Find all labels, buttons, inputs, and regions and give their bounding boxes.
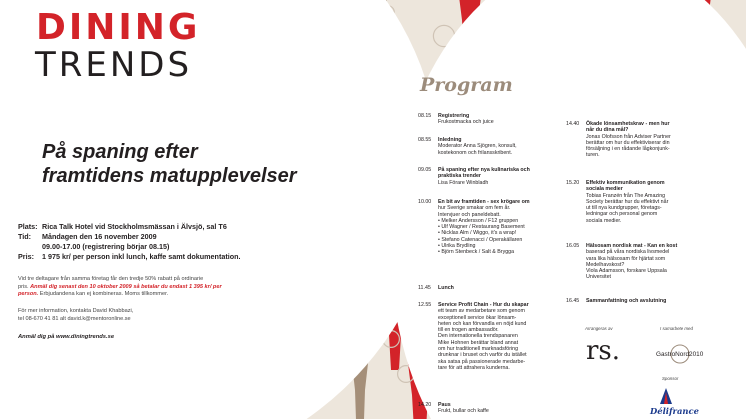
program-item <box>566 180 716 224</box>
partner-label: I samarbete med <box>660 326 693 331</box>
program-time: 16.45 <box>566 298 580 304</box>
program-line: ut till nya kundgrupper, företags- <box>586 205 662 212</box>
program-line: når du dina mål? <box>586 127 629 134</box>
program-time: 12.55 <box>418 302 432 308</box>
program-item <box>566 243 716 281</box>
program-line: Ökade lönsamhetskrav - men hur <box>586 121 670 127</box>
delifrance-logo: Délifrance <box>650 384 710 418</box>
program-line: • Stefano Catenacci / Operakällaren <box>438 236 523 243</box>
program-line: Universitet <box>586 274 612 281</box>
program-time: 08.55 <box>418 137 432 143</box>
program-line: sociala medier <box>586 186 623 193</box>
program-time: 09.05 <box>418 167 432 173</box>
program-line: sociala medier. <box>586 217 622 224</box>
program-line: Intervjuer och paneldebatt. <box>438 211 501 218</box>
program-line: Viola Adamsson, forskare Uppsala <box>586 268 667 275</box>
program-line: ett team av medarbetare som genom <box>438 308 525 315</box>
program-line: ledningar och personal genom <box>586 211 658 218</box>
program-line: • Ulrika Brydling <box>438 243 476 250</box>
program-line: Moderator Anna Sjögren, konsult, <box>438 143 517 150</box>
program-description <box>438 302 568 371</box>
program-time: 08.15 <box>418 113 432 119</box>
program-time: 11.45 <box>418 285 431 291</box>
program-description <box>438 402 568 415</box>
program-description <box>438 199 568 256</box>
program-line: till en trogen ambassadör. <box>438 327 499 334</box>
program-item <box>418 302 568 371</box>
program-line: berättar om hur du effektiviserar din <box>586 139 670 146</box>
program-line: heten och kan förvandla en nöjd kund <box>438 320 527 327</box>
program-line: Tobias Franzén från The Amazing <box>586 192 666 199</box>
rs-logo: rs. <box>586 336 621 366</box>
program-line: Mike Hohnen berättar bland annat <box>438 339 519 346</box>
program-time: 14.20 <box>418 402 432 408</box>
program-line: Frukostmacka och juice <box>438 119 494 126</box>
program-line: hur Sverige smakar om fem år. <box>438 205 511 212</box>
left-panel <box>0 0 300 419</box>
program-line: exceptionell service ökar lönsam- <box>438 314 517 321</box>
program-item <box>418 113 568 126</box>
program-description <box>438 113 568 126</box>
program-line: försäljning i en rådande lågkonjunk- <box>586 146 670 153</box>
event-price: 1 975 kr/ per person inkl lunch, kaffe samt dokumentation. <box>42 252 241 261</box>
register-link[interactable]: Anmäl dig på www.diningtrends.se <box>18 334 115 340</box>
program-description <box>586 121 716 159</box>
program-line: Paus <box>438 402 451 408</box>
discount-text: Vid tre deltagare från samma företag får den tredje 50% rabatt på ordinarie pris. Anmäl dig senast den 10 oktober 2009 så betalar du endast 1 395 kr/ per person. Erbjudandena kan ej kombineras. Moms tillkommer. <box>18 276 222 298</box>
program-line: Inledning <box>438 137 462 143</box>
program-line: • Ulf Wagner / Restaurang Basement <box>438 224 525 231</box>
program-line: turen. <box>586 152 600 159</box>
program-title: Program <box>420 74 513 96</box>
program-description <box>438 167 568 186</box>
program-line: Registrering <box>438 113 470 119</box>
program-line: tare för att attrahera kunderna. <box>438 364 510 371</box>
event-date: Måndagen den 16 november 2009 <box>42 232 157 241</box>
program-description <box>586 298 716 304</box>
event-hours: 09.00-17.00 (registrering börjar 08.15) <box>42 242 170 251</box>
program-line: Sammanfattning och avslutning <box>586 298 667 304</box>
program-description <box>438 137 568 156</box>
brand-title-trends: TRENDS <box>35 45 193 85</box>
program-item <box>418 285 568 291</box>
program-time: 10.00 <box>418 199 432 205</box>
program-time: 15.20 <box>566 180 580 186</box>
program-line: Effektiv kommunikation genom <box>586 180 665 186</box>
program-line: • Nicklas Alm / Wiggo, it's a wrap! <box>438 230 517 237</box>
program-line: om hur traditionell marknadsföring <box>438 346 519 353</box>
program-item <box>566 298 716 304</box>
program-time: 16.05 <box>566 243 580 249</box>
contact-info: För mer information, kontakta David Khabbazi, tel 08-670 41 81 alt david.k@mentoronline.se <box>18 308 134 322</box>
program-item <box>418 199 568 256</box>
tagline: På spaning efter framtidens matupplevelser <box>42 141 297 187</box>
program-line: praktiska trender <box>438 173 481 180</box>
program-line: • Melker Andersson / F12 gruppen <box>438 217 519 224</box>
program-line: drunknar i bruset och varför du istället <box>438 352 527 359</box>
program-item <box>418 167 568 186</box>
event-place: Rica Talk Hotel vid Stockholmsmässan i Älvsjö, sal T6 <box>42 222 227 231</box>
program-line: Jonas Olofsson från Adviser Partner <box>586 133 671 140</box>
program-description <box>438 285 568 291</box>
program-line: Medelhavskost? <box>586 261 625 268</box>
program-line: vara lika hälsosam för hjärtat som <box>586 255 666 262</box>
gastronord-logo: GastroNord2010 <box>656 342 704 370</box>
sponsor-label: Sponsor <box>662 376 679 381</box>
program-line: Lunch <box>438 285 454 291</box>
program-item <box>418 402 568 415</box>
program-line: En bit av framtiden - sex krögare om <box>438 199 530 205</box>
program-description <box>586 243 716 281</box>
program-description <box>586 180 716 224</box>
program-time: 14.40 <box>566 121 580 127</box>
arranged-by-label: Arrangeras av <box>585 326 613 331</box>
program-line: Frukt, bullar och kaffe <box>438 408 489 415</box>
event-details: Plats: Rica Talk Hotel vid Stockholmsmässan i Älvsjö, sal T6 Tid: Måndagen den 16 november 2009 09.00-17.00 (registrering börjar 08.15) Pris: 1 975 kr/ per person inkl lunch, kaffe samt dokumentation. <box>18 222 241 261</box>
program-line: • Björn Stenbeck / Salt & Brygga <box>438 249 515 256</box>
program-line: Lisa Förare Winbladh <box>438 179 489 186</box>
program-line: baserad på våra nordiska livsmedel <box>586 249 670 256</box>
program-line: ska satsa på passionerade medarbe- <box>438 358 526 365</box>
brand-title-dining: DINING <box>36 7 201 48</box>
program-line: kostekonom och frilansskribent. <box>438 149 513 156</box>
program-line: Hälsosam nordisk mat - Kan en kost <box>586 243 678 249</box>
program-item <box>566 121 716 159</box>
program-line: Service Profit Chain - Hur du skapar <box>438 302 529 308</box>
program-item <box>418 137 568 156</box>
program-line: På spaning efter nya kulinariska och <box>438 167 530 173</box>
program-line: Society berättar hur du effektivt når <box>586 198 669 205</box>
program-line: Den internationella trendspanaren <box>438 333 518 340</box>
